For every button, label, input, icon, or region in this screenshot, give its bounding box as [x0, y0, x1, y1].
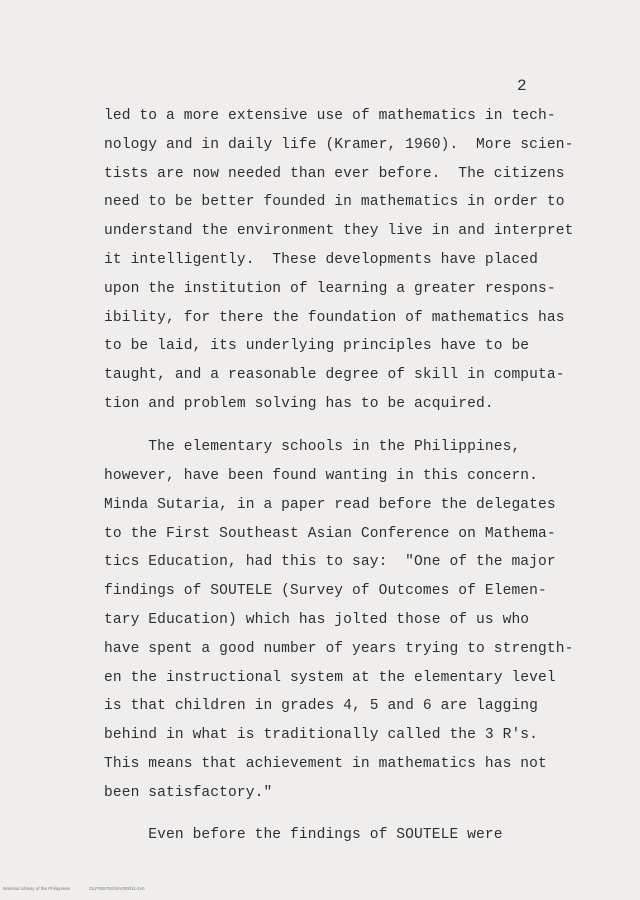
text-line: en the instructional system at the elementary level	[104, 670, 556, 686]
text-line: upon the institution of learning a greater respons-	[104, 281, 556, 297]
page-number: 2	[517, 77, 527, 95]
text-line: tics Education, had this to say: "One of the major	[104, 554, 556, 570]
text-line: tion and problem solving has to be acquired.	[104, 396, 494, 412]
text-line: to be laid, its underlying principles have to be	[104, 338, 530, 354]
text-line: taught, and a reasonable degree of skill in computa-	[104, 367, 565, 383]
text-line: however, have been found wanting in this concern.	[104, 468, 539, 484]
text-line: nology and in daily life (Kramer, 1960). More scien-	[104, 137, 574, 153]
text-line: understand the environment they live in and interpret	[104, 223, 574, 239]
text-line: it intelligently. These developments have placed	[104, 252, 539, 268]
text-line: ibility, for there the foundation of mathematics has	[104, 310, 565, 326]
footer-library: National Library of the Philippines	[3, 886, 71, 891]
text-line: led to a more extensive use of mathematics in tech-	[104, 108, 556, 124]
text-line: The elementary schools in the Philippines,	[104, 439, 521, 455]
text-line: Minda Sutaria, in a paper read before the delegates	[104, 497, 556, 513]
text-line: to the First Southeast Asian Conference on Mathema-	[104, 526, 556, 542]
text-line: tary Education) which has jolted those of us who	[104, 612, 530, 628]
text-line: need to be better founded in mathematics in order to	[104, 194, 565, 210]
text-line: findings of SOUTELE (Survey of Outcomes of Elemen-	[104, 583, 547, 599]
scan-footer	[3, 886, 163, 892]
text-line: been satisfactory."	[104, 785, 273, 801]
text-line: is that children in grades 4, 5 and 6 are lagging	[104, 698, 539, 714]
text-line: This means that achievement in mathematics has not	[104, 756, 547, 772]
footer-code: DLP00579234A000011-1v0	[89, 886, 145, 891]
text-line: have spent a good number of years trying to strength-	[104, 641, 574, 657]
text-line: tists are now needed than ever before. The citizens	[104, 166, 565, 182]
text-line: behind in what is traditionally called the 3 R's.	[104, 727, 539, 743]
text-line: Even before the findings of SOUTELE were	[104, 827, 503, 843]
